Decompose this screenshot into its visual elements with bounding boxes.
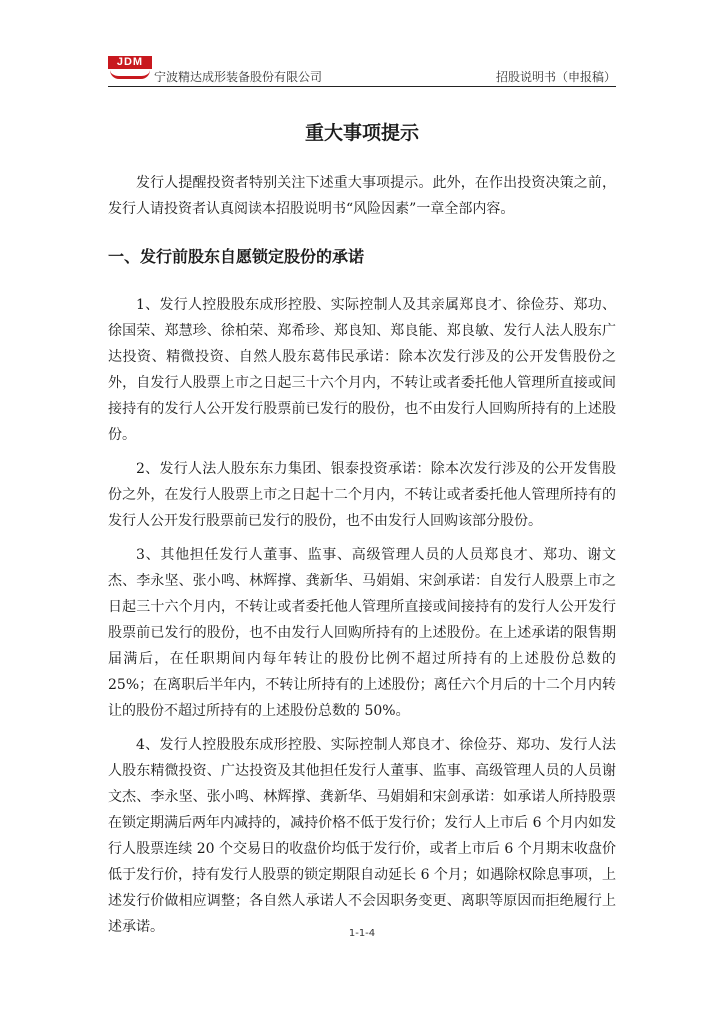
company-name: 宁波精达成形装备股份有限公司: [154, 70, 323, 84]
page-header: [108, 56, 616, 88]
logo-text: JDM: [108, 56, 152, 69]
document-body: [108, 170, 616, 948]
page-title: 重大事项提示: [304, 122, 419, 144]
document-title: 招股说明书（申报稿）: [495, 70, 616, 84]
company-logo: [108, 56, 152, 80]
header-divider: [108, 86, 616, 87]
clause-paragraph-4: 4、发行人控股股东成形控股、实际控制人郑良才、徐俭芬、郑功、发行人法人股东精微投资、广达投资及其他担任发行人董事、监事、高级管理人员的人员谢文杰、李永坚、张小鸣、林辉撑、龚新华、马娟娟和宋剑承诺：如承诺人所持股票在锁定期满后两年内减持的，减持价格不低于发行价；发行人上市后 6 个月内如发行人股票连续 20 个交易日的收盘价均低于发行价，或者上市后 6 个月期末收盘价低于发行价，持有发行人股票的锁定期限自动延长 6 个月；如遇除权除息事项，上述发行价做相应调整；各自然人承诺人不会因职务变更、离职等原因而拒绝履行上述承诺。: [108, 737, 616, 935]
logo-swoosh: [110, 70, 150, 79]
clause-paragraph-1: 1、发行人控股股东成形控股、实际控制人及其亲属郑良才、徐俭芬、郑功、徐国荣、郑慧珍、徐柏荣、郑希珍、郑良知、郑良能、郑良敏、发行人法人股东广达投资、精微投资、自然人股东葛伟民承诺：除本次发行涉及的公开发售股份之外，自发行人股票上市之日起三十六个月内，不转让或者委托他人管理所直接或间接持有的发行人公开发行股票前已发行的股份，也不由发行人回购所持有的上述股份。: [108, 297, 616, 443]
page-number: 1-1-4: [348, 928, 376, 939]
section-heading: 一、发行前股东自愿锁定股份的承诺: [108, 247, 365, 266]
intro-paragraph: 发行人提醒投资者特别关注下述重大事项提示。此外，在作出投资决策之前，发行人请投资者认真阅读本招股说明书“风险因素”一章全部内容。: [108, 175, 616, 217]
clause-paragraph-3: 3、其他担任发行人董事、监事、高级管理人员的人员郑良才、郑功、谢文杰、李永坚、张小鸣、林辉撑、龚新华、马娟娟、宋剑承诺：自发行人股票上市之日起三十六个月内，不转让或者委托他人管理所直接或间接持有的发行人公开发行股票前已发行的股份，也不由发行人回购所持有的上述股份。在上述承诺的限售期届满后，在任职期间内每年转让的股份比例不超过所持有的上述股份总数的 25%；在离职后半年内，不转让所持有的上述股份；离任六个月后的十二个月内转让的股份不超过所持有的上述股份总数的 50%。: [108, 547, 616, 719]
clause-paragraph-2: 2、发行人法人股东东力集团、银泰投资承诺：除本次发行涉及的公开发售股份之外，在发行人股票上市之日起十二个月内，不转让或者委托他人管理所持有的发行人公开发行股票前已发行的股份，也不由发行人回购该部分股份。: [108, 461, 616, 529]
